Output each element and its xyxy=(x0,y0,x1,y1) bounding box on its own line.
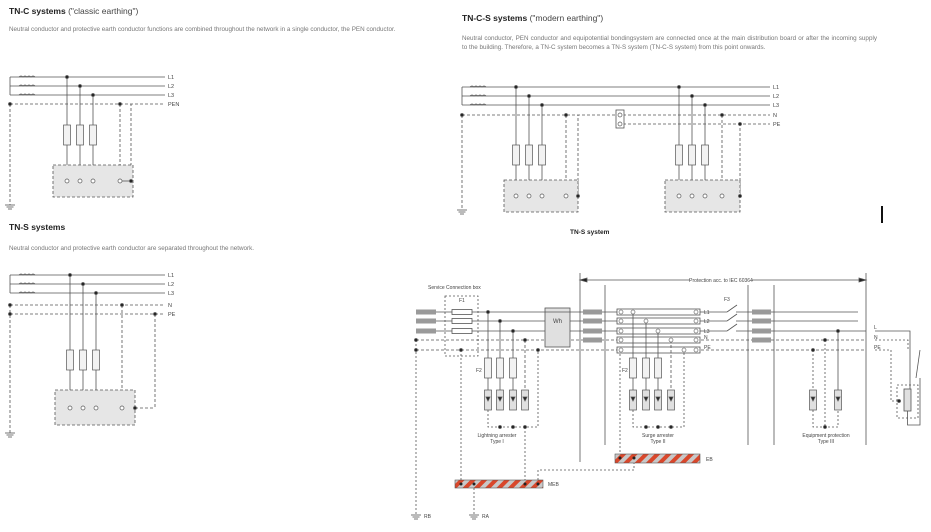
type3-sub: Type III xyxy=(817,439,835,445)
type3-label: Equipment protection xyxy=(802,433,850,439)
tn-c-s-label-pe: PE xyxy=(773,122,781,128)
f2b-label: F2 xyxy=(622,368,628,374)
type2-sub: Type II xyxy=(650,439,666,445)
tn-c-label-l3: L3 xyxy=(168,93,175,99)
tn-c-s-diagram xyxy=(457,86,770,215)
tn-c-diagram xyxy=(5,76,165,210)
tn-c-label-l2: L2 xyxy=(168,84,175,90)
bus-label-l3: L3 xyxy=(704,329,710,335)
tn-c-label-l1: L1 xyxy=(168,75,175,81)
service-box-label: Service Connection box xyxy=(428,285,481,291)
tn-c-title: TN-C systems ("classic earthing") xyxy=(9,6,139,16)
bus-label-n: N xyxy=(704,335,708,341)
tn-c-s-label-l3: L3 xyxy=(773,103,780,109)
tn-s-diagram xyxy=(5,274,165,438)
f3-label: F3 xyxy=(724,297,730,303)
eb-bar xyxy=(615,454,700,463)
protection-label: Protection acc. to IEC 60364 xyxy=(689,278,753,284)
eb-label: EB xyxy=(706,457,713,463)
ra-label: RA xyxy=(482,514,489,520)
tn-s-description: Neutral conductor and protective earth conductor are separated throughout the network. xyxy=(9,245,255,252)
tn-c-label-pen: PEN xyxy=(168,102,180,108)
bus-label-pe: PE xyxy=(704,345,711,351)
out-label-l: L xyxy=(874,325,877,331)
out-label-pe: PE xyxy=(874,345,881,351)
tn-c-s-label-l1: L1 xyxy=(773,85,780,91)
meb-bar xyxy=(455,480,543,488)
tn-c-s-description: Neutral conductor, PEN conductor and equipotential bondingsystem are connected once at the main distribution board or after the incoming supply to the building. Therefore, a TN-C system becomes a TN-S system (TN-C-S system) from this point onwards. xyxy=(462,35,877,51)
tn-s-label-l2: L2 xyxy=(168,282,175,288)
f1-label: F1 xyxy=(459,298,465,304)
tn-c-description: Neutral conductor and protective earth conductor functions are combined throughout the network in a single conductor, the PEN conductor. xyxy=(9,26,396,33)
meb-label: MEB xyxy=(548,482,559,488)
tn-s-label-l1: L1 xyxy=(168,273,175,279)
type1-label: Lightning arrester xyxy=(477,433,517,439)
type2-label: Surge arrester xyxy=(642,433,674,439)
type1-sub: Type I xyxy=(490,439,504,445)
tn-s-system-title: TN-S system xyxy=(570,229,610,236)
tn-c-s-label-n: N xyxy=(773,113,777,119)
bus-label-l2: L2 xyxy=(704,319,710,325)
meter-label: Wh xyxy=(553,319,562,325)
tn-c-s-title: TN-C-S systems ("modern earthing") xyxy=(462,13,604,23)
tn-s-label-n: N xyxy=(168,303,172,309)
out-label-n: N xyxy=(874,335,878,341)
tn-s-label-pe: PE xyxy=(168,312,176,318)
bus-label-l1: L1 xyxy=(704,310,710,316)
rb-label: RB xyxy=(424,514,431,520)
tn-s-title: TN-S systems xyxy=(9,222,66,232)
tn-c-s-label-l2: L2 xyxy=(773,94,780,100)
f2-label: F2 xyxy=(476,368,482,374)
tn-s-label-l3: L3 xyxy=(168,291,175,297)
